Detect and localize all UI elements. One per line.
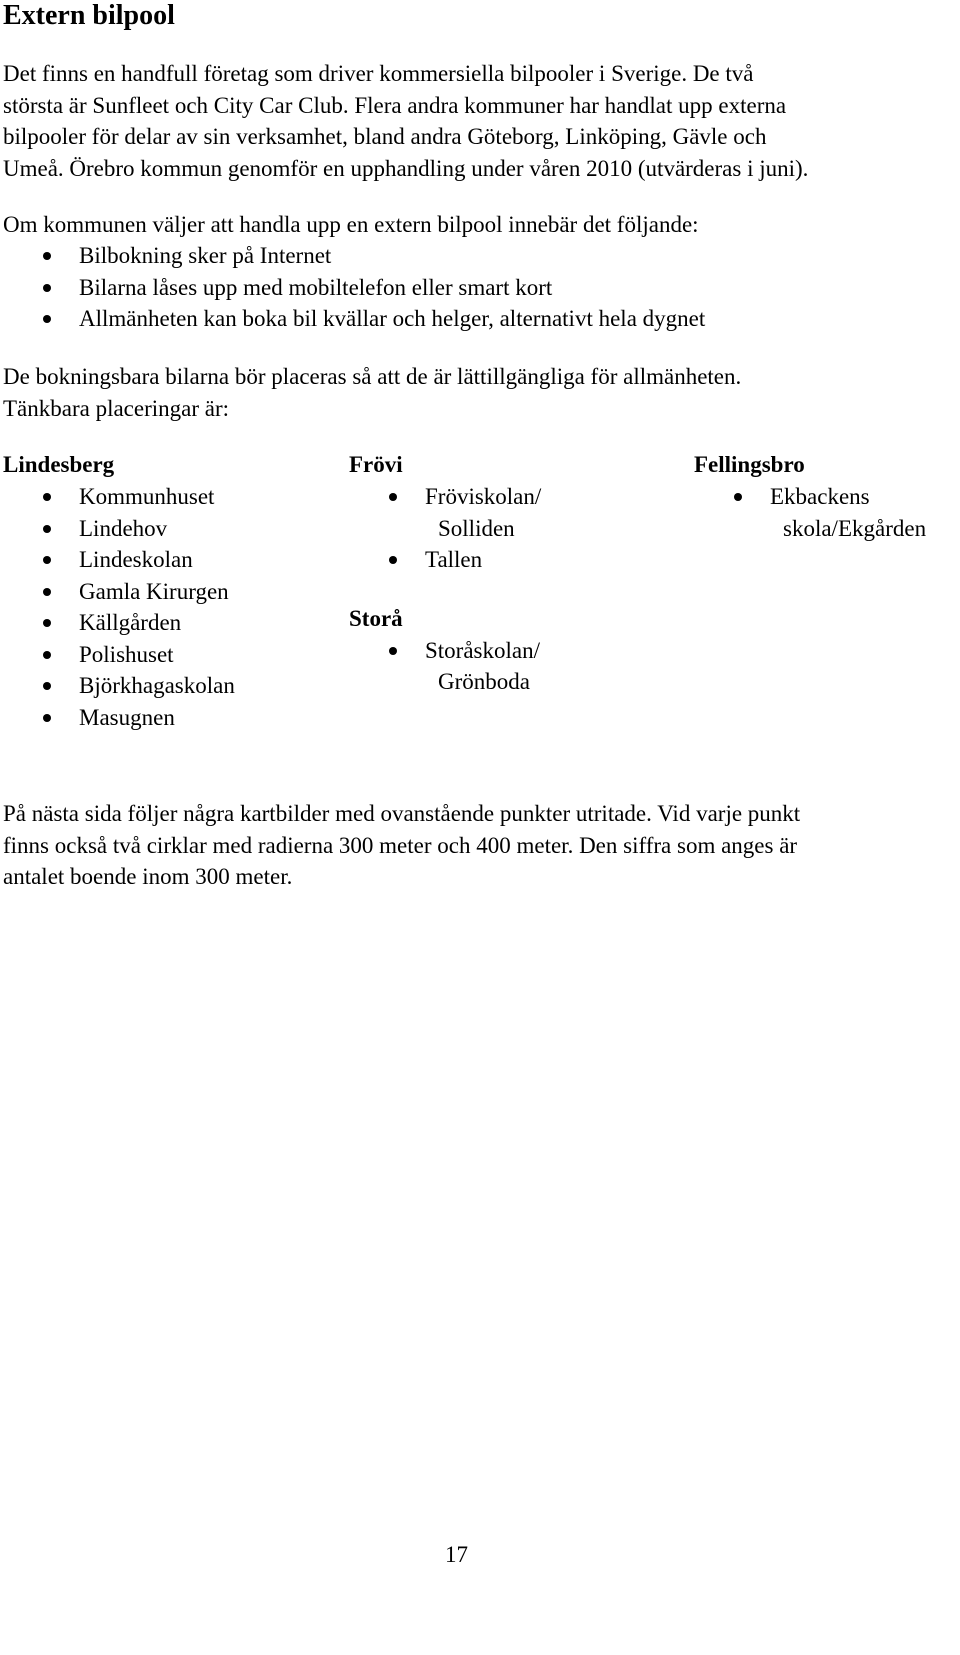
location-list <box>694 481 926 544</box>
location-heading: Fellingsbro <box>694 452 805 477</box>
page-number: 17 <box>445 1542 468 1567</box>
bullet-icon <box>43 252 51 260</box>
list-item: Lindeskolan <box>3 544 235 576</box>
bullet-icon <box>43 284 51 292</box>
bullet-icon <box>389 556 397 564</box>
list-item: Fröviskolan/ Solliden <box>349 481 541 544</box>
bullet-icon <box>43 588 51 596</box>
text-line: antalet boende inom 300 meter. <box>3 864 293 889</box>
implications-intro: Om kommunen väljer att handla upp en extern bilpool innebär det följande: <box>3 212 699 237</box>
list-item: Bilarna låses upp med mobiltelefon eller smart kort <box>3 272 705 304</box>
list-item: Allmänheten kan boka bil kvällar och helger, alternativt hela dygnet <box>3 303 705 335</box>
text-line: Tänkbara placeringar är: <box>3 395 230 421</box>
text-line: bilpooler för delar av sin verksamhet, bland andra Göteborg, Linköping, Gävle och <box>3 124 767 149</box>
location-column-fellingsbro <box>694 449 926 544</box>
location-column-frovi <box>349 449 541 698</box>
bullet-icon <box>389 647 397 655</box>
text-line: De bokningsbara bilarna bör placeras så att de är lättillgängliga för allmänheten. <box>3 364 742 389</box>
text-line: På nästa sida följer några kartbilder med ovanstående punkter utritade. Vid varje punkt <box>3 801 801 826</box>
intro-paragraph <box>3 58 808 184</box>
location-list <box>349 481 541 576</box>
list-item: Masugnen <box>3 702 235 734</box>
location-list <box>349 635 541 698</box>
bullet-icon <box>43 525 51 533</box>
location-heading: Storå <box>349 605 403 631</box>
list-item: Polishuset <box>3 639 235 671</box>
section-heading: Extern bilpool <box>3 0 175 31</box>
location-heading: Lindesberg <box>3 452 115 477</box>
text-line: finns också två cirklar med radierna 300 meter och 400 meter. Den siffra som anges är <box>3 832 798 858</box>
list-item: Storåskolan/ Grönboda <box>349 635 541 698</box>
bullet-icon <box>43 493 51 501</box>
bullet-icon <box>734 493 742 501</box>
list-item: Ekbackens skola/Ekgården <box>694 481 926 544</box>
bullet-icon <box>43 619 51 627</box>
list-item: Kommunhuset <box>3 481 235 513</box>
list-item: Lindehov <box>3 513 235 545</box>
bullet-icon <box>43 651 51 659</box>
list-item: Källgården <box>3 607 235 639</box>
bullet-icon <box>43 682 51 690</box>
bullet-icon <box>389 493 397 501</box>
implications-list <box>3 240 705 335</box>
location-list <box>3 481 235 733</box>
conclusion-paragraph <box>3 798 800 893</box>
placement-paragraph <box>3 361 741 424</box>
location-heading: Frövi <box>349 452 403 477</box>
text-line: största är Sunfleet och City Car Club. Flera andra kommuner har handlat upp externa <box>3 92 787 118</box>
location-column-lindesberg <box>3 449 235 733</box>
bullet-icon <box>43 714 51 722</box>
text-line: Umeå. Örebro kommun genomför en upphandling under våren 2010 (utvärderas i juni). <box>3 155 809 181</box>
bullet-icon <box>43 556 51 564</box>
list-item: Gamla Kirurgen <box>3 576 235 608</box>
text-line: Det finns en handfull företag som driver kommersiella bilpooler i Sverige. De två <box>3 61 754 86</box>
list-item: Bilbokning sker på Internet <box>3 240 705 272</box>
list-item: Björkhagaskolan <box>3 670 235 702</box>
bullet-icon <box>43 315 51 323</box>
list-item: Tallen <box>349 544 541 576</box>
